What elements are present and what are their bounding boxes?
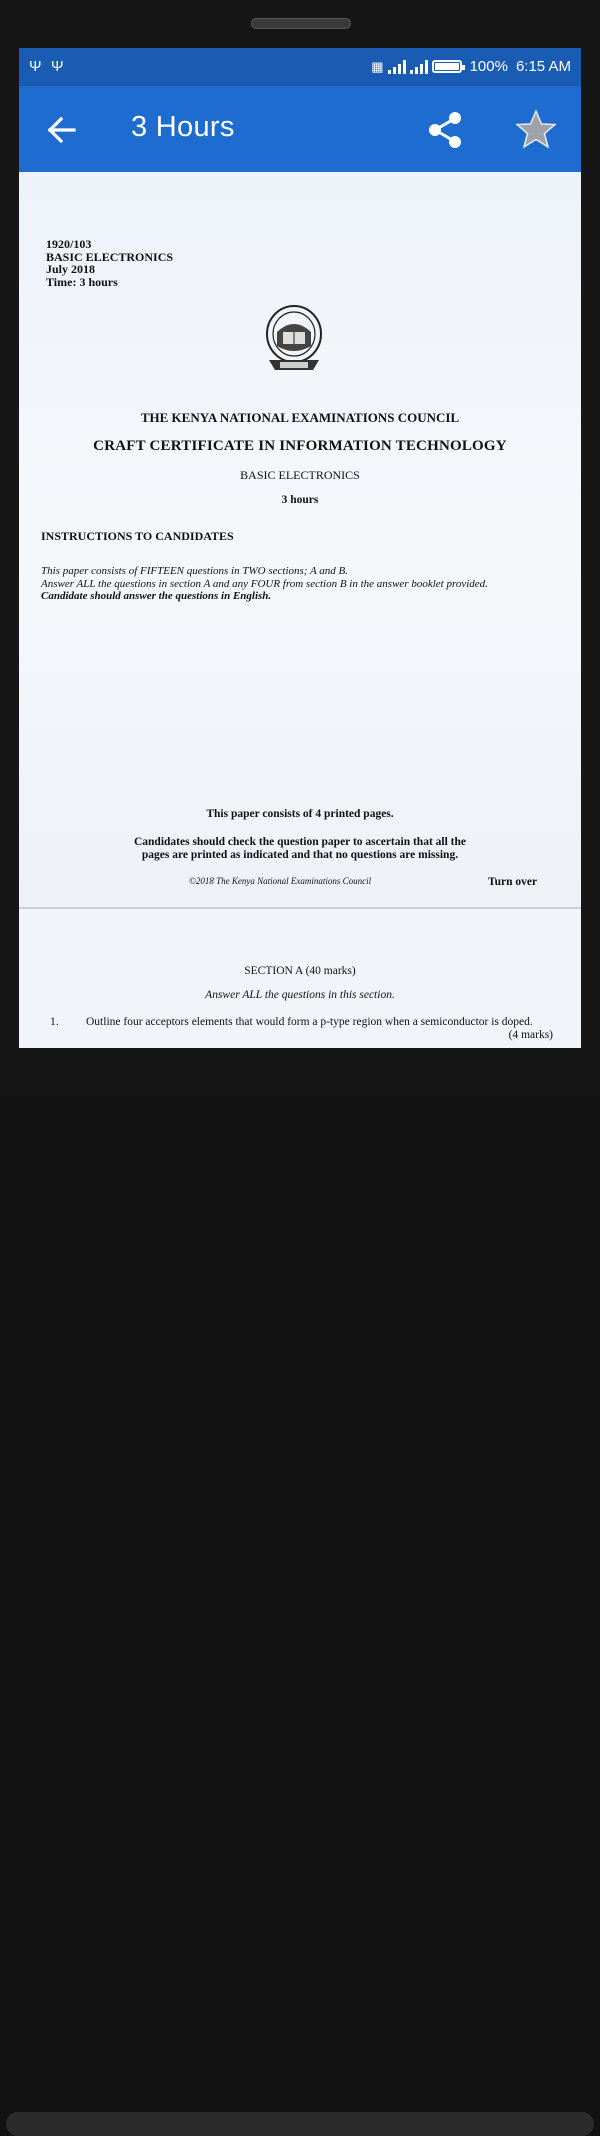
device-bottom-bezel xyxy=(0,1048,600,1096)
signal-1-icon xyxy=(388,60,406,74)
battery-icon xyxy=(432,60,462,73)
turn-over: Turn over xyxy=(488,876,538,888)
usb-icon: Ψ xyxy=(29,58,42,75)
clock: 6:15 AM xyxy=(515,58,571,75)
copyright: ©2018 The Kenya National Examinations Council xyxy=(189,876,372,886)
document-page-1 xyxy=(19,172,581,908)
vibrate-icon: ▦ xyxy=(371,58,384,74)
back-button[interactable] xyxy=(45,114,81,146)
check-note-line: Candidates should check the question paper to ascertain that all the xyxy=(133,836,467,848)
back-arrow-icon xyxy=(45,114,81,146)
device-left-bezel xyxy=(0,48,19,1048)
document-page-2 xyxy=(19,909,581,1048)
star-icon xyxy=(514,108,558,152)
paper-date: July 2018 xyxy=(46,262,96,276)
bottom-bar xyxy=(6,2112,594,2136)
device-right-bezel xyxy=(581,48,600,1048)
question-text: Outline four acceptors elements that would form a p-type region when a semiconductor is doped. xyxy=(86,1016,533,1028)
instruction-line: Candidate should answer the questions in English. xyxy=(41,590,272,602)
instructions-heading: INSTRUCTIONS TO CANDIDATES xyxy=(41,529,234,543)
certificate-title: CRAFT CERTIFICATE IN INFORMATION TECHNOLOGY xyxy=(93,438,507,454)
page-title: 3 Hours xyxy=(131,111,235,143)
knec-logo xyxy=(263,302,325,378)
paper-time: Time: 3 hours xyxy=(46,274,118,289)
share-icon xyxy=(425,110,465,150)
status-bar xyxy=(19,48,581,86)
screen xyxy=(19,48,581,1048)
status-right xyxy=(371,58,571,75)
council-name: THE KENYA NATIONAL EXAMINATIONS COUNCIL xyxy=(140,410,460,425)
favorite-button[interactable] xyxy=(514,108,558,152)
duration: 3 hours xyxy=(281,494,319,506)
share-button[interactable] xyxy=(425,110,465,150)
check-note-line: pages are printed as indicated and that no questions are missing. xyxy=(141,849,459,861)
instruction-line: Answer ALL the questions in section A and any FOUR from section B in the answer booklet provided. xyxy=(41,577,488,590)
printed-pages-note: This paper consists of 4 printed pages. xyxy=(206,808,394,820)
paper-code: 1920/103 xyxy=(46,237,92,251)
check-note xyxy=(19,836,581,862)
paper-subject: BASIC ELECTRONICS xyxy=(46,249,174,264)
instructions xyxy=(41,565,561,603)
section-heading: SECTION A (40 marks) xyxy=(244,965,356,977)
question-number: 1. xyxy=(50,1016,59,1028)
app-bar xyxy=(19,86,581,172)
paper-header xyxy=(46,238,173,288)
usb-debug-icon: Ψ xyxy=(51,58,64,75)
instruction-line: This paper consists of FIFTEEN questions in TWO sections; A and B. xyxy=(41,565,348,577)
battery-percent: 100% xyxy=(469,58,508,75)
document-viewer[interactable] xyxy=(19,172,581,1048)
earpiece-speaker xyxy=(251,18,351,29)
section-instruction: Answer ALL the questions in this section. xyxy=(205,989,395,1001)
subject-title: BASIC ELECTRONICS xyxy=(240,468,360,482)
signal-2-icon xyxy=(410,60,428,74)
question-marks: (4 marks) xyxy=(508,1029,553,1041)
device-top-bezel xyxy=(0,0,600,48)
battery-fill xyxy=(435,63,459,70)
